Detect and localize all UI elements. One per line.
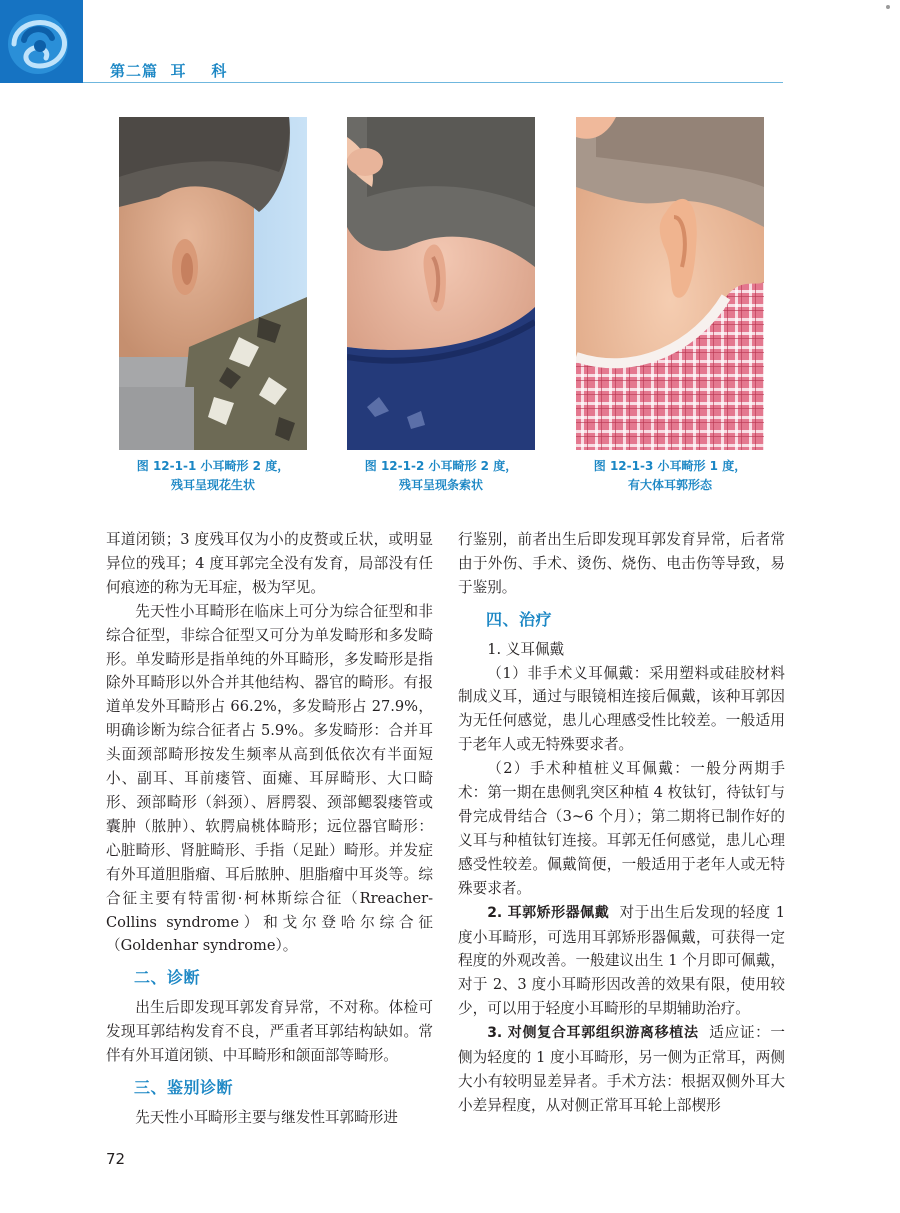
photo-ear-general-shape [576,117,764,450]
paragraph [458,901,785,1022]
caption-line: 图 12-1-2 小耳畸形 2 度， [364,459,518,473]
corner-dot [886,5,890,9]
photo-ear-peanut-shaped [119,117,307,450]
page-number: 72 [106,1150,126,1168]
figure-caption-1 [98,457,328,495]
paragraph: 出生后即发现耳郭发育异常，不对称。体检可发现耳郭结构发育不良，严重者耳郭结构缺如。常伴有外耳道闭锁、中耳畸形和颌面部等畸形。 [106,999,433,1065]
caption-line: 残耳呈现花生状 [170,478,255,492]
subheading-orthosis: 2. 耳郭矫形器佩戴 [487,904,610,921]
section-heading-treatment: 四、治疗 [486,609,553,629]
paragraph: 行鉴别，前者出生后即发现耳郭发育异常，后者常由于外伤、手术、烫伤、烧伤、电击伤等导致，易于鉴别。 [458,531,785,596]
paragraph: 耳道闭锁；3 度残耳仅为小的皮赘或丘状，或明显异位的残耳；4 度耳郭完全没有发育，局部没有任何痕迹的称为无耳症，极为罕见。 [106,531,433,596]
right-column [458,528,785,1118]
paragraph-text: 对于出生后发现的轻度 1 度小耳畸形，可选用耳郭矫形器佩戴，可获得一定程度的外观改善。一般建议出生 1 个月即可佩戴，对于 2、3 度小耳畸形因改善的效果有限，使用较少，可以用于轻度小耳畸形的早期辅助治疗。 [458,903,786,1018]
paragraph: （2）手术种植桩义耳佩戴：一般分两期手术：第一期在患侧乳突区种植 4 枚钛钉，待钛钉与骨完成骨结合（3~6 个月）；第二期将已制作好的义耳与种植钛钉连接。耳郭无任何感觉，患儿心理感受性较差。佩戴简便，一般适用于老年人或无特殊要求者。 [458,760,785,897]
section-heading-differential: 三、鉴别诊断 [134,1077,234,1097]
caption-line: 残耳呈现条索状 [398,478,483,492]
caption-line: 有大体耳郭形态 [627,478,712,492]
photo-ear-strip-shaped [347,117,535,450]
left-column [106,528,433,1130]
figure-12-1-2 [347,117,535,450]
publisher-logo [0,0,83,83]
paragraph [458,1021,785,1118]
figure-caption-3 [555,457,785,495]
subheading-prosthesis: 1. 义耳佩戴 [487,640,565,658]
section-heading-diagnosis: 二、诊断 [134,968,201,988]
caption-line: 图 12-1-1 小耳畸形 2 度， [136,459,290,473]
paragraph: 先天性小耳畸形主要与继发性耳郭畸形进 [135,1108,398,1126]
paragraph: （1）非手术义耳佩戴：采用塑料或硅胶材料制成义耳，通过与眼镜相连接后佩戴，该种耳郭因为无任何感觉，患儿心理感受性比较差。一般适用于老年人或无特殊要求者。 [458,664,785,754]
header-rule [83,82,783,83]
figure-12-1-1 [119,117,307,450]
paragraph: 先天性小耳畸形在临床上可分为综合征型和非综合征型，非综合征型又可分为单发畸形和多发畸形。单发畸形是指单纯的外耳畸形，多发畸形是指除外耳畸形以外合并其他结构、器官的畸形。有报道单发外耳畸形占 66.2%，多发畸形占 27.9%，明确诊断为综合征者占 5.9%。多发畸形：合并耳头面颈部畸形按发生频率从高到低依次有半面短小、副耳、耳前瘘管、面瘫、耳屏畸形、大口畸形、颈部畸形（斜颈）、唇腭裂、颈部鳃裂瘘管或囊肿（脓肿）、软腭扁桃体畸形；远位器官畸形：心脏畸形、肾脏畸形、手指（足趾）畸形。并发症有外耳道胆脂瘤、耳后脓肿、胆脂瘤中耳炎等。综合征主要有特雷彻·柯林斯综合征（Rreacher-Collins syndrome）和戈尔登哈尔综合征（Goldenhar syndrome）。 [106,602,433,955]
subheading-graft: 3. 对侧复合耳郭组织游离移植法 [487,1025,699,1042]
caption-line: 图 12-1-3 小耳畸形 1 度， [593,459,747,473]
figure-12-1-3 [576,117,764,450]
figure-caption-2 [326,457,556,495]
running-head: 第二篇 耳 科 [110,62,228,80]
paragraph-text: 适应证：一侧为轻度的 1 度小耳畸形，另一侧为正常耳，两侧大小有较明显差异者。手术方法：根据双侧外耳大小差异程度，从对侧正常耳耳轮上部楔形 [458,1024,785,1114]
